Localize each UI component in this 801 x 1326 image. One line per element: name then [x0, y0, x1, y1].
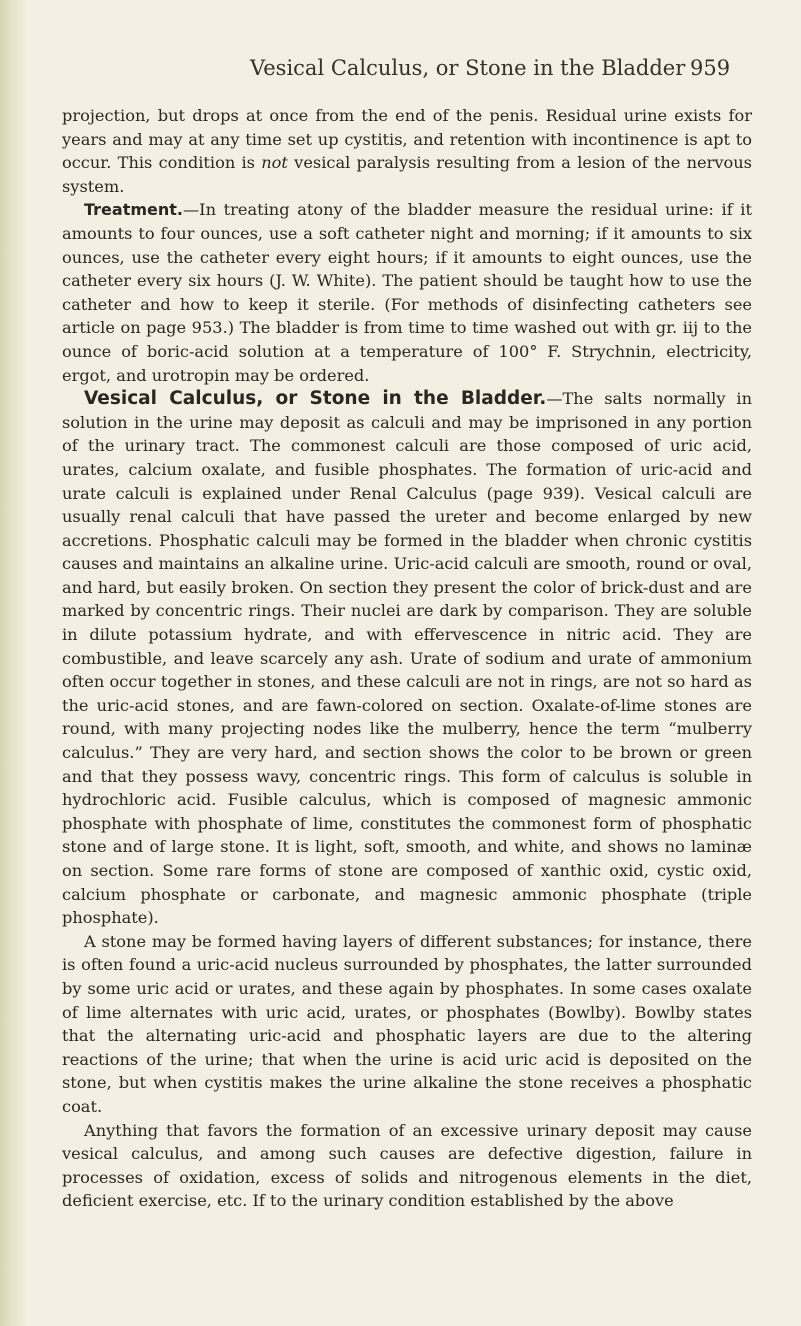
p1-italic: not	[261, 153, 288, 173]
page-edge-shading	[0, 0, 26, 1326]
treatment-text: —In treating atony of the bladder measure the residual urine: if it amounts to four ounces, use a soft catheter night and morning; if it amounts to six ounces, use the catheter every eight hours; if it amounts to eight ounces, use the catheter every six hours (J. W. White). The patient should be taught how to use the catheter and how to keep it sterile. (For methods of disinfecting catheters see article on page 953.) The bladder is from time to time washed out with gr. iij to the ounce of boric-acid solution at a temperature of 100° F. Strychnin, electricity, ergot, and urotropin may be ordered.	[62, 200, 752, 385]
vesical-calculus-text: —The salts normally in solution in the urine may deposit as calculi and may be imprisoned in any portion of the urinary tract. The commonest calculi are those composed of uric acid, urates, calcium oxalate, and fusible phosphates. The formation of uric-acid and urate calculi is explained under Renal Calculus (page 939). Vesical calculi are usually renal calculi that have passed the ureter and become enlarged by new accretions. Phosphatic calculi may be formed in the bladder when chronic cystitis causes and maintains an alkaline urine. Uric-acid calculi are smooth, round or oval, and hard, but easily broken. On section they present the color of brick-dust and are marked by concentric rings. Their nuclei are dark by comparison. They are soluble in dilute potassium hydrate, and with effervescence in nitric acid. They are combustible, and leave scarcely any ash. Urate of sodium and urate of ammonium often occur together in stones, and these calculi are not in rings, are not so hard as the uric-acid stones, and are fawn-colored on section. Oxalate-of-lime stones are round, with many projecting nodes like the mulberry, hence the term “mulberry calculus.” They are very hard, and section shows the color to be brown or green and that they possess wavy, concentric rings. This form of calculus is soluble in hydrochloric acid. Fusible calculus, which is composed of magnesic ammonic phosphate with phosphate of lime, constitutes the commonest form of phosphatic stone and of large stone. It is light, soft, smooth, and white, and shows no laminæ on section. Some rare forms of stone are composed of xanthic oxid, cystic oxid, calcium phosphate or carbonate, and magnesic ammonic phosphate (triple phosphate).	[62, 389, 752, 928]
p1-text: projection, but drops at once from the end of the penis. Residual urine exists for years and may at any time set up cystitis, and retention with incontinence is apt to occur. This condition is	[62, 106, 752, 173]
paragraph-continuation	[62, 104, 752, 198]
page-number: 959	[690, 56, 731, 80]
paragraph-vesical-calculus	[62, 387, 752, 930]
paragraph-layers: A stone may be formed having layers of different substances; for instance, there is often found a uric-acid nucleus surrounded by phosphates, the latter surrounded by some uric acid or urates, and these again by phosphates. In some cases oxalate of lime alternates with uric acid, urates, or phosphates (Bowlby). Bowlby states that the alternating uric-acid and phosphatic layers are due to the altering reactions of the urine; that when the urine is acid uric acid is deposited on the stone, but when cystitis makes the urine alkaline the stone receives a phosphatic coat.	[62, 931, 752, 1116]
body-text	[62, 104, 752, 1213]
vesical-calculus-heading: Vesical Calculus, or Stone in the Bladder.	[84, 388, 547, 410]
p1-end: vesical paralysis resulting from a lesion of the nervous system.	[62, 153, 752, 196]
running-title: Vesical Calculus, or Stone in the Bladder	[250, 56, 686, 80]
paragraph-causes: Anything that favors the formation of an excessive urinary deposit may cause vesical calculus, and among such causes are defective digestion, failure in processes of oxidation, excess of solids and nitrogenous elements in the diet, deficient exercise, etc. If to the urinary condition established by the above	[62, 1120, 752, 1211]
paragraph-treatment	[62, 198, 752, 387]
treatment-heading: Treatment.	[84, 200, 183, 220]
